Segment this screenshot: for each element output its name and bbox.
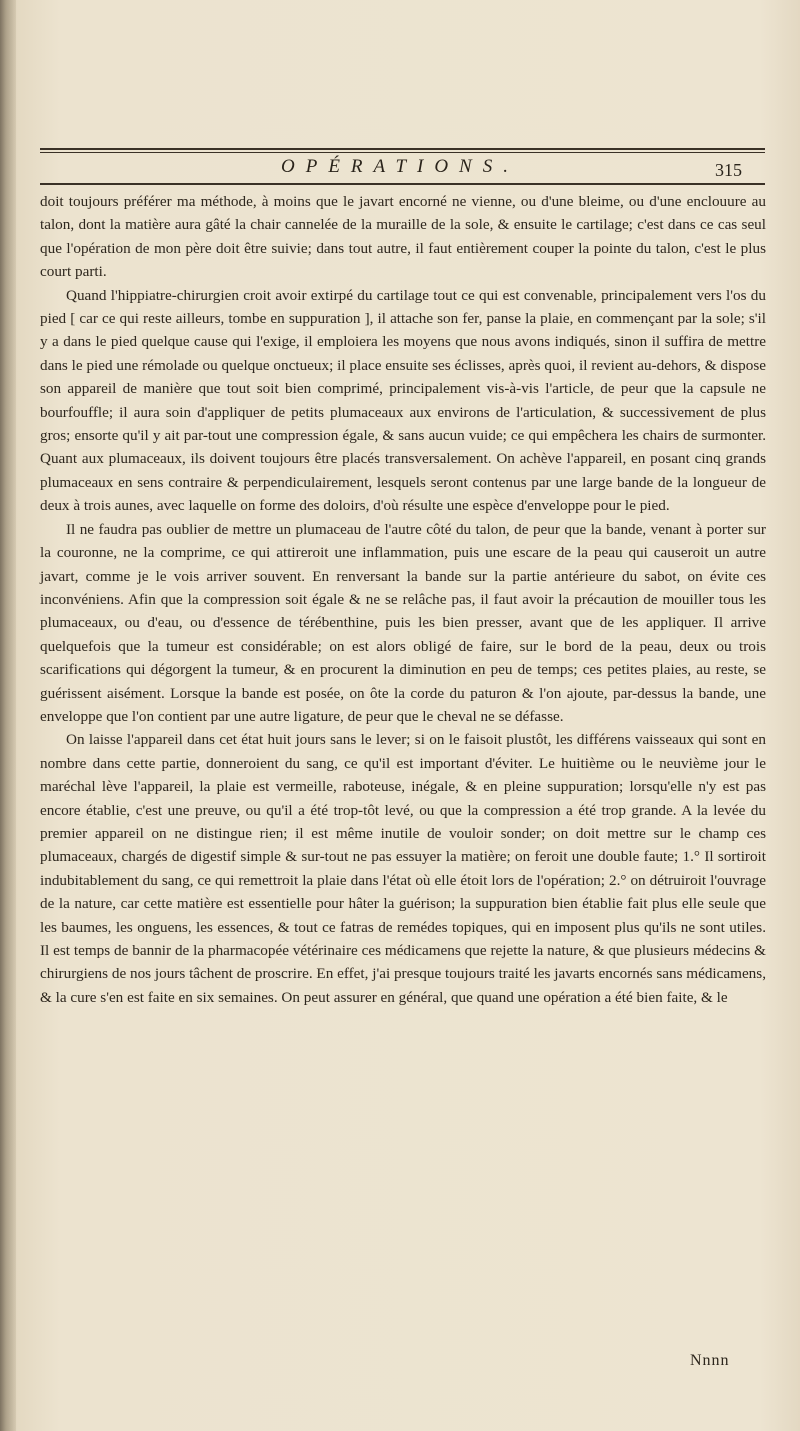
header-rule-top (40, 148, 765, 150)
page-binding-shadow (0, 0, 16, 1431)
catchword: Nnnn (690, 1352, 730, 1369)
paragraph: Quand l'hippiatre-chirurgien croit avoir extirpé du cartilage tout ce qui est convenable, principalement vers l'os du pied [ car ce qui reste ailleurs, tombe en suppuration ], il attache son fer, panse la plaie, en commençant par la sole; s'il y a dans le pied quelque cause qui l'exige, il emploiera les moyens que nous avons indiqués, sinon il suffira de mettre dans le pied une rémolade ou quelque onctueux; il place ensuite ses éclisses, après quoi, il revient au-dehors, & dispose son appareil de manière que tout soit bien comprimé, principalement vis-à-vis l'article, de peur que la capsule ne bourfouffle; il aura soin d'appliquer de petits plumaceaux aux environs de l'articulation, & successivement de plus gros; ensorte qu'il y ait par-tout une compression égale, & sans aucun vuide; ce qui empêchera les chairs de surmonter. Quant aux plumaceaux, ils doivent toujours être placés transversalement. On achève l'appareil, en posant cinq grands plumaceaux en sens contraire & perpendiculairement, lesquels seront contenus par une large bande de la longueur de deux à trois aunes, avec laquelle on forme des doloirs, d'où résulte une espèce d'enveloppe pour le pied. (40, 286, 766, 515)
header-rule-top-thin (40, 152, 765, 153)
body-text (40, 190, 766, 1009)
paragraph: Il ne faudra pas oublier de mettre un plumaceau de l'autre côté du talon, de peur que la bande, venant à porter sur la couronne, ne la comprime, ce qui attireroit une inflammation, puis une escare de la peau qui causeroit un autre javart, comme je le vois arriver souvent. En renversant la bande sur la partie antérieure du sabot, on évite ces inconvéniens. Afin que la compression soit égale & ne se relâche pas, il faut avoir la précaution de mouiller tous les plumaceaux, ou d'eau, ou d'essence de térébenthine, puis les bien presser, avant que de les appliquer. Il arrive quelquefois que la tumeur est considérable; on est alors obligé de faire, sur le bord de la peau, deux ou trois scarifications qui dégorgent la tumeur, & en procurent la diminution en peu de temps; ces petites plaies, au reste, se guérissent aisément. Lorsque la bande est posée, on ôte la corde du paturon & l'on ajoute, par-dessus la bande, une enveloppe que l'on contient par une autre ligature, de peur que le cheval ne se défasse. (40, 520, 766, 725)
paragraph-continuation: doit toujours préférer ma méthode, à moins que le javart encorné ne vienne, ou d'une bleime, ou d'une enclouure au talon, dont la matière aura gâté la chair cannelée de la muraille de la sole, & ensuite le cartilage; c'est dans ce cas seul que l'opération de mon père doit être suivie; dans tout autre, il faut entièrement couper la pointe du talon, c'est le plus court parti. (40, 193, 766, 281)
paragraph: On laisse l'appareil dans cet état huit jours sans le lever; si on le faisoit plustôt, les différens vaisseaux qui sont en nombre dans cette partie, donneroient du sang, ce qu'il est important d'éviter. Le huitième ou le neuvième jour le maréchal lève l'appareil, la plaie est vermeille, raboteuse, inégale, & en pleine suppuration; lorsqu'elle n'y est pas encore établie, c'est une preuve, ou qu'il a été trop-tôt levé, ou que la compression a été trop grande. A la levée du premier appareil on ne distingue rien; il est même inutile de vouloir sonder; on doit mettre sur le champ ces plumaceaux, chargés de digestif simple & sur-tout ne pas essuyer la matière; on feroit une double faute; 1.° Il sortiroit indubitablement du sang, ce qui remettroit la plaie dans l'état où elle étoit lors de l'opération; 2.° on détruiroit l'ouvrage de la nature, car cette matière est essentielle pour hâter la guérison; la suppuration bien établie fait plus elle seule que les baumes, les onguens, les essences, & tout ce fatras de remédes topiques, qui en imposent plus qu'ils ne sont utiles. Il est temps de bannir de la pharmacopée vétérinaire ces médicamens que rejette la nature, & que plusieurs médecins & chirurgiens de nos jours tâchent de proscrire. En effet, j'ai presque toujours traité les javarts encornés sans médicamens, & la cure s'en est faite en six semaines. On peut assurer en général, que quand une opération a été bien faite, & le (40, 731, 766, 1006)
page-number: 315 (715, 160, 742, 180)
running-header-title: OPÉRATIONS. (281, 156, 519, 177)
header-rule-bottom (40, 183, 765, 185)
